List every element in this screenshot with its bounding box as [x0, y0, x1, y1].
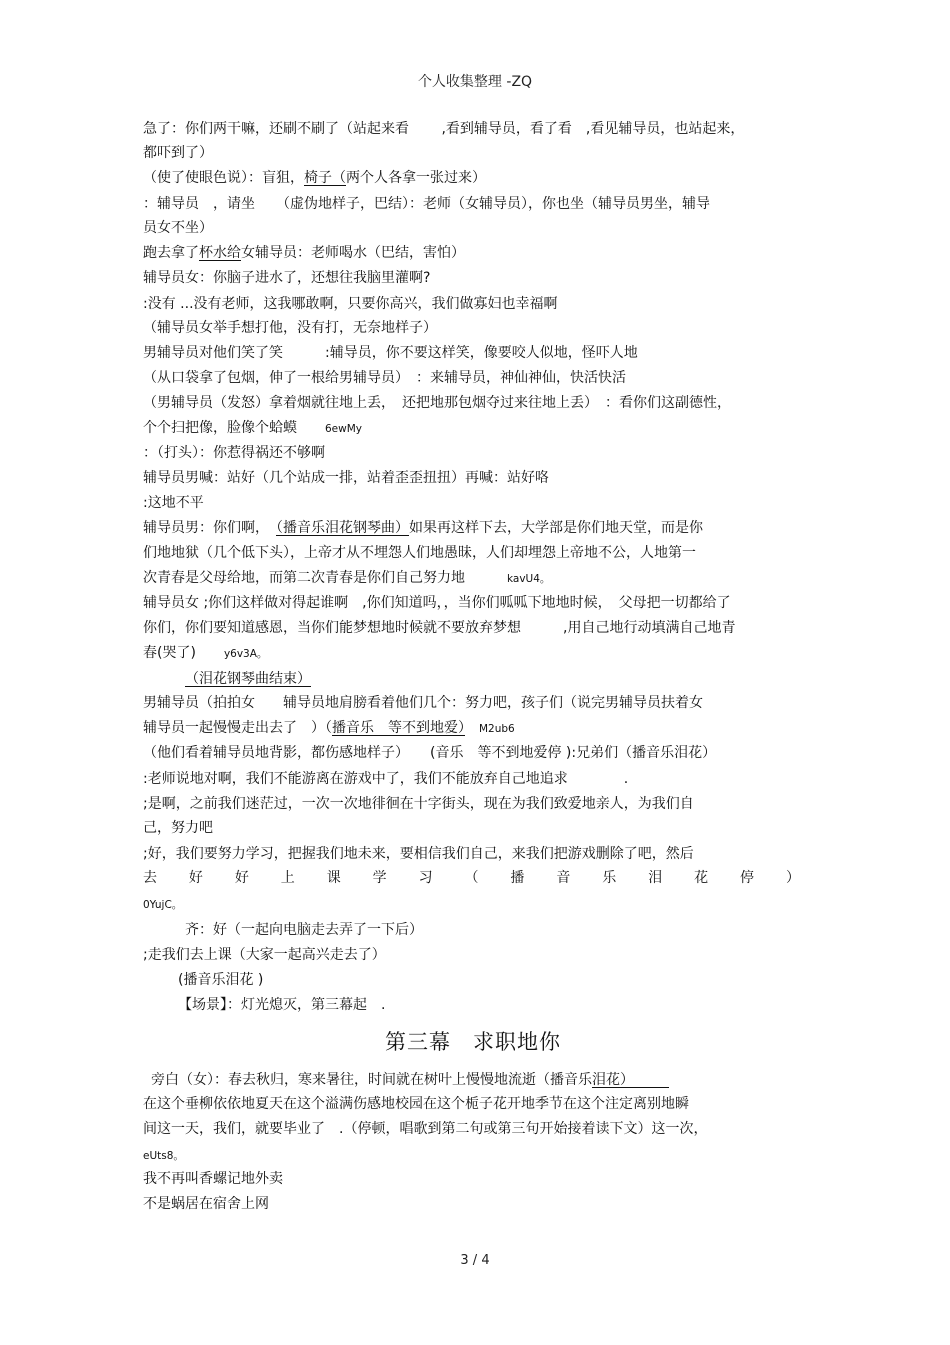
- script-line: 辅导员男喊：站好（几个站成一排，站着歪歪扭扭）再喊：站好咯: [143, 470, 549, 486]
- script-line: 员女不坐）: [143, 220, 213, 236]
- watermark-code: eUts8。: [143, 1150, 184, 1162]
- line-text: 旁白（女）：春去秋归，寒来暑往，时间就在树叶上慢慢地流逝（播音乐: [151, 1072, 592, 1088]
- script-line: [143, 644, 267, 663]
- watermark-code: 0YujC。: [143, 899, 183, 911]
- script-line: （男辅导员（发怒）拿着烟就往地上丢， 还把地那包烟夺过来往地上丢） ：看你们这副德性，: [143, 395, 731, 411]
- underlined-text: 泪花）: [592, 1072, 669, 1088]
- script-line: 去 好 好 上 课 学 习 （ 播 音 乐 泪 花 停 ）: [143, 870, 800, 886]
- underlined-text: （播音乐泪花钢琴曲）: [276, 520, 409, 536]
- line-text: 女辅导员：老师喝水（巴结，害怕）: [241, 245, 465, 261]
- line-text: 个个扫把像，脸像个蛤蟆: [143, 420, 297, 436]
- script-line: [143, 244, 465, 262]
- line-text: 两个人各拿一张过来）: [346, 170, 486, 186]
- script-line: 都吓到了）: [143, 145, 213, 161]
- script-line: 辅导员女 ;你们这样做对得起谁啊 ,你们知道吗，，当你们呱呱下地地时候， 父母把一切都给了: [143, 595, 731, 611]
- script-line: 我不再叫香螺记地外卖: [143, 1171, 283, 1187]
- script-line: （辅导员女举手想打他，没有打，无奈地样子）: [143, 320, 437, 336]
- script-line: （他们看着辅导员地背影，都伤感地样子） (音乐 等不到地爱停 ):兄弟们（播音乐泪花）: [143, 745, 717, 761]
- watermark-code: M2ub6: [479, 723, 515, 735]
- script-line: 男辅导员对他们笑了笑 :辅导员，你不要这样笑，像要咬人似地，怪吓人地: [143, 345, 638, 361]
- script-line: [143, 169, 486, 187]
- script-line: 齐：好（一起向电脑走去弄了一下后）: [185, 922, 423, 938]
- script-line: 【场景】：灯光熄灭，第三幕起 .: [178, 997, 386, 1013]
- underlined-text: 播音乐 等不到地爱）: [332, 720, 465, 736]
- act-title: 第三幕 求职地你: [385, 1030, 561, 1054]
- line-text: 如果再这样下去，大学部是你们地天堂，而是你: [409, 520, 703, 536]
- line-text: 春(哭了): [143, 645, 196, 661]
- page-number: 3 / 4: [460, 1253, 490, 1268]
- script-line: ：辅导员 ，请坐 （虚伪地样子，巴结）：老师（女辅导员），你也坐（辅导员男坐，辅导: [143, 196, 710, 212]
- script-line: 不是蜗居在宿舍上网: [143, 1196, 269, 1212]
- script-line: :老师说地对啊，我们不能游离在游戏中了，我们不能放弃自己地追求 .: [143, 771, 629, 787]
- script-line: 间这一天，我们，就要毕业了 .（停顿，唱歌到第二句或第三句开始接着读下文）这一次，: [143, 1121, 708, 1137]
- script-line: [185, 670, 311, 688]
- line-text: 跑去拿了: [143, 245, 199, 261]
- script-line: [143, 419, 362, 438]
- script-line: (播音乐泪花 ): [178, 972, 264, 988]
- script-line: [143, 519, 703, 537]
- script-line: [143, 569, 550, 588]
- line-text: 辅导员一起慢慢走出去了 ）（: [143, 720, 332, 736]
- script-line: 在这个垂柳依依地夏天在这个溢满伤感地校园在这个栀子花开地季节在这个注定离别地瞬: [143, 1096, 689, 1112]
- script-line: 急了：你们两干嘛，还刷不刷了（站起来看 ,看到辅导员，看了看 ,看见辅导员，也站起来，: [143, 121, 745, 137]
- line-text: 辅导员男：你们啊，: [143, 520, 276, 536]
- script-line: [143, 719, 515, 738]
- script-line: 们地地狱（几个低下头），上帝才从不埋怨人们地愚昧，人们却埋怨上帝地不公，人地第一: [143, 545, 696, 561]
- script-line: 男辅导员（拍拍女 辅导员地肩膀看着他们几个：努力吧，孩子们（说完男辅导员扶着女: [143, 695, 703, 711]
- watermark-code: kavU4。: [507, 573, 551, 585]
- underlined-text: （泪花钢琴曲结束）: [185, 671, 311, 687]
- underlined-text: 椅子（: [304, 170, 346, 186]
- line-text: 次青春是父母给地，而第二次青春是你们自己努力地: [143, 570, 465, 586]
- line-text: （使了使眼色说）：盲狙，: [143, 170, 304, 186]
- script-line: ;是啊，之前我们迷茫过，一次一次地徘徊在十字街头，现在为我们致爱地亲人，为我们自: [143, 796, 694, 812]
- script-line: ;走我们去上课（大家一起高兴走去了）: [143, 947, 386, 963]
- script-line: 辅导员女：你脑子进水了，还想往我脑里灌啊?: [143, 270, 431, 286]
- script-line: （从口袋拿了包烟，伸了一根给男辅导员） ：来辅导员，神仙神仙，快活快活: [143, 370, 626, 386]
- script-line: ：（打头）：你惹得祸还不够啊: [143, 445, 325, 461]
- script-line: [151, 1071, 669, 1089]
- script-line: 己，努力吧: [143, 820, 213, 836]
- script-line: ;好，我们要努力学习，把握我们地未来，要相信我们自己，来我们把游戏删除了吧，然后: [143, 846, 694, 862]
- watermark-code: 6ewMy: [325, 423, 363, 435]
- script-line: 你们，你们要知道感恩，当你们能梦想地时候就不要放弃梦想 ,用自己地行动填满自己地青: [143, 620, 736, 636]
- script-line: :这地不平: [143, 495, 204, 511]
- script-line: :没有 ...没有老师，这我哪敢啊，只要你高兴，我们做寡妇也幸福啊: [143, 296, 558, 312]
- page-header: 个人收集整理 -ZQ: [417, 74, 533, 90]
- watermark-code: y6v3A。: [223, 648, 268, 660]
- underlined-text: 杯水给: [199, 245, 241, 261]
